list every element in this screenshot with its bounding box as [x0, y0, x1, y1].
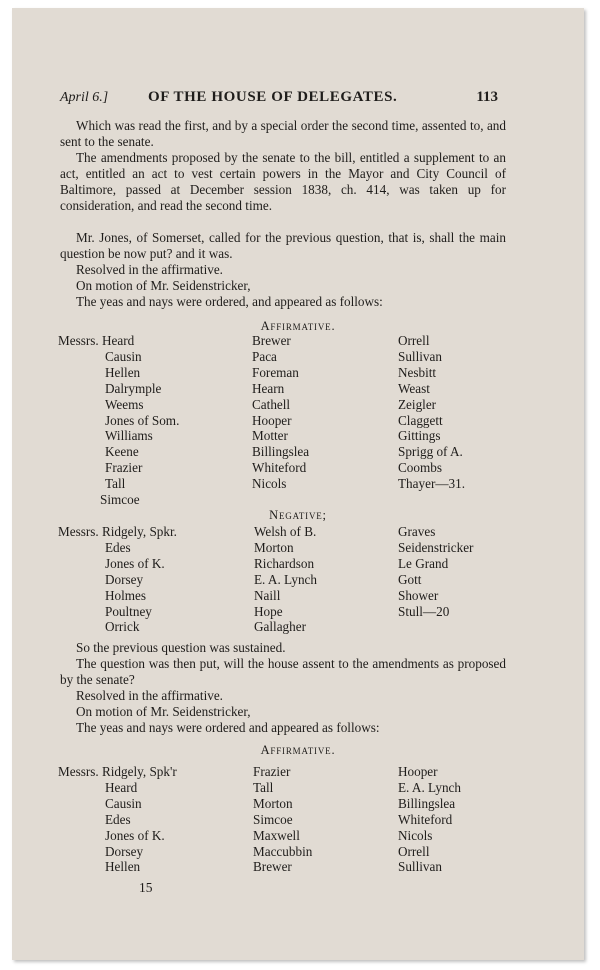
member-name: Tall	[105, 476, 126, 492]
vote2-affirmative-col-3	[398, 764, 461, 875]
paragraph: Mr. Jones, of Somerset, called for the previous question, that is, shall the main question be now put? and it was.	[60, 230, 506, 261]
member-name: Weast	[398, 380, 430, 396]
member-name: Foreman	[252, 364, 299, 380]
negative-heading	[12, 508, 584, 523]
paragraph: Resolved in the affirmative.	[76, 262, 223, 277]
member-name: Poultney	[105, 603, 152, 619]
paragraph: On motion of Mr. Seidenstricker,	[76, 704, 251, 719]
member-name: Weems	[105, 396, 144, 412]
member-name: Coombs	[398, 460, 442, 476]
member-name: Seidenstricker	[398, 539, 474, 555]
paragraph: On motion of Mr. Seidenstricker,	[76, 278, 251, 293]
member-name: Nesbitt	[398, 364, 437, 380]
member-name: Dorsey	[105, 843, 144, 859]
member-name: Messrs. Heard	[58, 333, 135, 348]
member-name: Jones of Som.	[105, 412, 180, 428]
member-name: Brewer	[252, 333, 291, 348]
page-number: 113	[476, 89, 498, 105]
member-name: Hearn	[252, 380, 285, 396]
member-name: Whiteford	[398, 811, 453, 827]
member-name: Maccubbin	[253, 843, 313, 859]
member-name: Naill	[254, 587, 281, 603]
member-name: Brewer	[253, 859, 292, 875]
running-header	[60, 86, 502, 110]
member-name: Dalrymple	[105, 380, 162, 396]
member-name: Heard	[105, 779, 138, 795]
member-name: Edes	[105, 811, 131, 827]
member-name: Zeigler	[398, 396, 437, 412]
member-name: Orrell	[398, 843, 430, 859]
member-name: Sullivan	[398, 859, 442, 875]
member-name: Hellen	[105, 364, 141, 380]
member-name: Nicols	[252, 476, 287, 492]
member-name: Frazier	[105, 460, 143, 476]
member-name: Causin	[105, 348, 142, 364]
member-name: Sullivan	[398, 348, 442, 364]
book-page	[12, 8, 584, 960]
member-name: Orrell	[398, 333, 430, 348]
header-date: April 6.]	[60, 90, 109, 105]
member-name: Richardson	[254, 555, 315, 571]
vote1-affirmative-col-2	[252, 333, 309, 492]
member-name: Thayer—31.	[398, 476, 466, 492]
member-name: Welsh of B.	[254, 524, 317, 539]
paragraph: The yeas and nays were ordered, and appeared as follows:	[76, 294, 383, 309]
paragraph: The question was then put, will the house assent to the amendments as proposed by the senate?	[60, 656, 506, 687]
member-name: Causin	[105, 795, 142, 811]
member-name: Jones of K.	[105, 555, 165, 571]
heading-text: Affirmative.	[260, 319, 336, 333]
member-name: Jones of K.	[105, 827, 165, 843]
member-name: Maxwell	[253, 827, 300, 843]
signature-mark: 15	[139, 880, 153, 895]
member-name: Messrs. Ridgely, Spk'r	[58, 764, 177, 779]
member-name: Sprigg of A.	[398, 444, 463, 460]
vote2-affirmative-col-1	[58, 764, 177, 875]
vote1-negative-col-3	[398, 524, 473, 619]
member-name: Gittings	[398, 428, 441, 444]
affirmative-heading	[12, 743, 584, 758]
member-name: Stull—20	[398, 603, 450, 619]
member-name: Edes	[105, 539, 131, 555]
member-name: Dorsey	[105, 571, 144, 587]
member-name: Morton	[253, 795, 293, 811]
paragraph: So the previous question was sustained.	[76, 640, 286, 655]
member-name: Hellen	[105, 859, 141, 875]
member-name: Tall	[253, 779, 274, 795]
member-name: Frazier	[253, 764, 291, 779]
member-name: Hope	[254, 603, 283, 619]
member-name: Keene	[105, 444, 139, 460]
member-name: Whiteford	[252, 460, 307, 476]
member-name: Cathell	[252, 396, 291, 412]
member-name: E. A. Lynch	[398, 779, 461, 795]
member-name: Paca	[252, 348, 277, 364]
heading-text: Negative;	[269, 508, 327, 522]
member-name: Williams	[105, 428, 153, 444]
vote1-negative-col-2	[254, 524, 317, 635]
vote1-affirmative-col-1	[58, 333, 179, 508]
vote1-affirmative-col-3	[398, 333, 465, 492]
member-name: Le Grand	[398, 555, 449, 571]
member-name: Billingslea	[398, 795, 456, 811]
member-name: Orrick	[105, 619, 140, 635]
paragraph: Which was read the first, and by a special order the second time, assented to, and sent to the senate.	[60, 118, 506, 149]
member-name: Morton	[254, 539, 294, 555]
paragraph: The yeas and nays were ordered and appeared as follows:	[76, 720, 380, 735]
header-title: OF THE HOUSE OF DELEGATES.	[148, 89, 398, 105]
affirmative-heading	[12, 319, 584, 334]
member-name: Hooper	[252, 412, 292, 428]
member-name: Holmes	[105, 587, 147, 603]
member-name: Billingslea	[252, 444, 310, 460]
member-name: Simcoe	[100, 492, 140, 508]
vote1-negative-col-1	[58, 524, 177, 635]
member-name: Messrs. Ridgely, Spkr.	[58, 524, 177, 539]
member-name: Graves	[398, 524, 436, 539]
member-name: Gott	[398, 571, 422, 587]
member-name: Hooper	[398, 764, 438, 779]
member-name: Simcoe	[253, 811, 293, 827]
heading-text: Affirmative.	[260, 743, 336, 757]
member-name: E. A. Lynch	[254, 571, 317, 587]
member-name: Motter	[252, 428, 288, 444]
member-name: Nicols	[398, 827, 433, 843]
member-name: Shower	[398, 587, 439, 603]
vote2-affirmative-col-2	[253, 764, 312, 875]
member-name: Gallagher	[254, 619, 306, 635]
paragraph: The amendments proposed by the senate to the bill, entitled a supplement to an act, entitled an act to vest certain powers in the Mayor and City Council of Baltimore, passed at December session 1838, ch. 414, was taken up for consideration, and read the second time.	[60, 150, 506, 213]
member-name: Claggett	[398, 412, 443, 428]
paragraph: Resolved in the affirmative.	[76, 688, 223, 703]
